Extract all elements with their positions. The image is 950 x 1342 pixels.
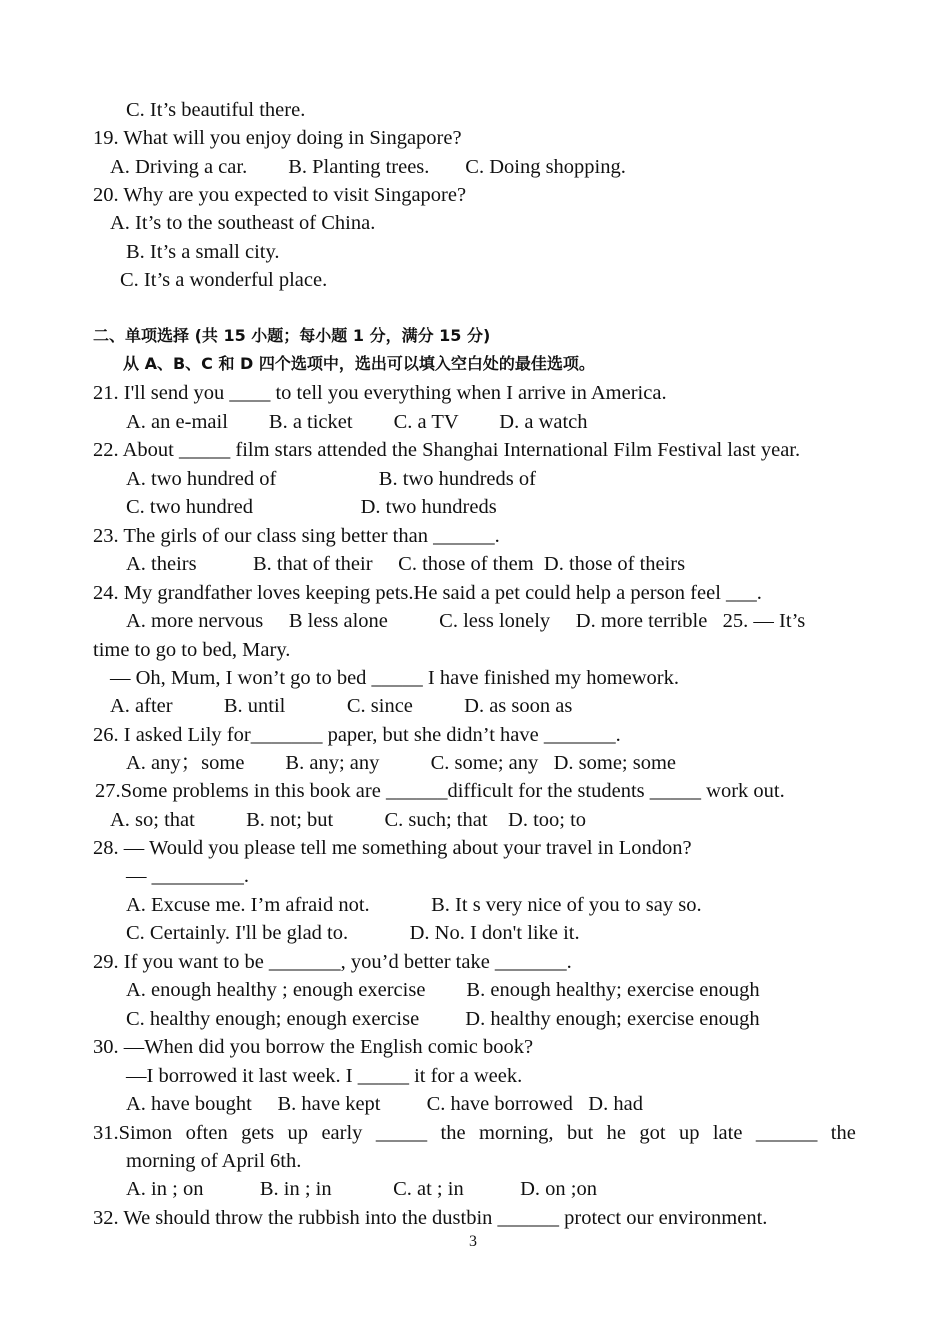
- word: late: [712, 1122, 743, 1144]
- options-27: A. so; that B. not; but C. such; that D. too; to: [110, 809, 587, 831]
- question-29: 29. If you want to be _______, you’d better take _______.: [93, 951, 572, 973]
- word: up: [287, 1122, 309, 1144]
- section-instructions: 从 A、B、C 和 D 四个选项中，选出可以填入空白处的最佳选项。: [123, 354, 595, 373]
- question-22: 22. About _____ film stars attended the Shanghai International Film Festival last year.: [93, 439, 801, 461]
- question-19: 19. What will you enjoy doing in Singapore?: [93, 127, 462, 149]
- options-25: A. after B. until C. since D. as soon as: [110, 695, 573, 717]
- word: the: [830, 1122, 856, 1144]
- word: early: [321, 1122, 363, 1144]
- section-heading: 二、单项选择 (共 15 小题；每小题 1 分，满分 15 分): [93, 326, 491, 345]
- question-28-blank: — _________.: [126, 865, 249, 887]
- question-24: 24. My grandfather loves keeping pets.He said a pet could help a person feel ___.: [93, 582, 762, 604]
- question-28: 28. — Would you please tell me something about your travel in London?: [93, 837, 692, 859]
- options-31: A. in ; on B. in ; in C. at ; in D. on ;on: [126, 1178, 597, 1200]
- question-26: 26. I asked Lily for_______ paper, but she didn’t have _______.: [93, 724, 621, 746]
- word: _____: [375, 1122, 428, 1144]
- word: up: [678, 1122, 700, 1144]
- word: got: [639, 1122, 666, 1144]
- word: morning,: [478, 1122, 554, 1144]
- page-number: 3: [469, 1233, 477, 1250]
- options-26: A. any；some B. any; any C. some; any D. some; some: [126, 752, 677, 774]
- question-32: 32. We should throw the rubbish into the dustbin ______ protect our environment.: [93, 1207, 768, 1229]
- word: he: [606, 1122, 626, 1144]
- options-29-a: A. enough healthy ; enough exercise B. enough healthy; exercise enough: [126, 979, 760, 1001]
- question-20: 20. Why are you expected to visit Singapore?: [93, 184, 467, 206]
- question-25: time to go to bed, Mary.: [93, 639, 291, 661]
- option-line: C. It’s a wonderful place.: [120, 269, 328, 291]
- option-line: A. It’s to the southeast of China.: [110, 212, 376, 234]
- question-23: 23. The girls of our class sing better than ______.: [93, 525, 500, 547]
- question-31: [93, 1119, 856, 1147]
- options-22-b: C. two hundred D. two hundreds: [126, 496, 497, 518]
- options-28-a: A. Excuse me. I’m afraid not. B. It s very nice of you to say so.: [126, 894, 702, 916]
- word: ______: [755, 1122, 818, 1144]
- options-24: A. more nervous B less alone C. less lonely D. more terrible 25. — It’s: [126, 610, 806, 632]
- options-22-a: A. two hundred of B. two hundreds of: [126, 468, 536, 490]
- question-30: 30. —When did you borrow the English comic book?: [93, 1036, 534, 1058]
- question-21: 21. I'll send you ____ to tell you everything when I arrive in America.: [93, 382, 667, 404]
- options-19: A. Driving a car. B. Planting trees. C. Doing shopping.: [110, 156, 626, 178]
- question-27: 27.Some problems in this book are ______difficult for the students _____ work out.: [95, 780, 785, 802]
- options-21: A. an e-mail B. a ticket C. a TV D. a watch: [126, 411, 588, 433]
- word: the: [440, 1122, 466, 1144]
- word: gets: [241, 1122, 275, 1144]
- question-30-reply: —I borrowed it last week. I _____ it for a week.: [126, 1065, 523, 1087]
- option-line: B. It’s a small city.: [126, 241, 280, 263]
- options-28-b: C. Certainly. I'll be glad to. D. No. I don't like it.: [126, 922, 580, 944]
- word: but: [566, 1122, 594, 1144]
- question-25-reply: — Oh, Mum, I won’t go to bed _____ I have finished my homework.: [110, 667, 679, 689]
- word: 31.Simon: [93, 1122, 173, 1144]
- option-line: C. It’s beautiful there.: [126, 99, 306, 121]
- options-30: A. have bought B. have kept C. have borrowed D. had: [126, 1093, 643, 1115]
- options-23: A. theirs B. that of their C. those of them D. those of theirs: [126, 553, 686, 575]
- word: often: [185, 1122, 228, 1144]
- question-31-cont: morning of April 6th.: [126, 1150, 302, 1172]
- options-29-b: C. healthy enough; enough exercise D. healthy enough; exercise enough: [126, 1008, 760, 1030]
